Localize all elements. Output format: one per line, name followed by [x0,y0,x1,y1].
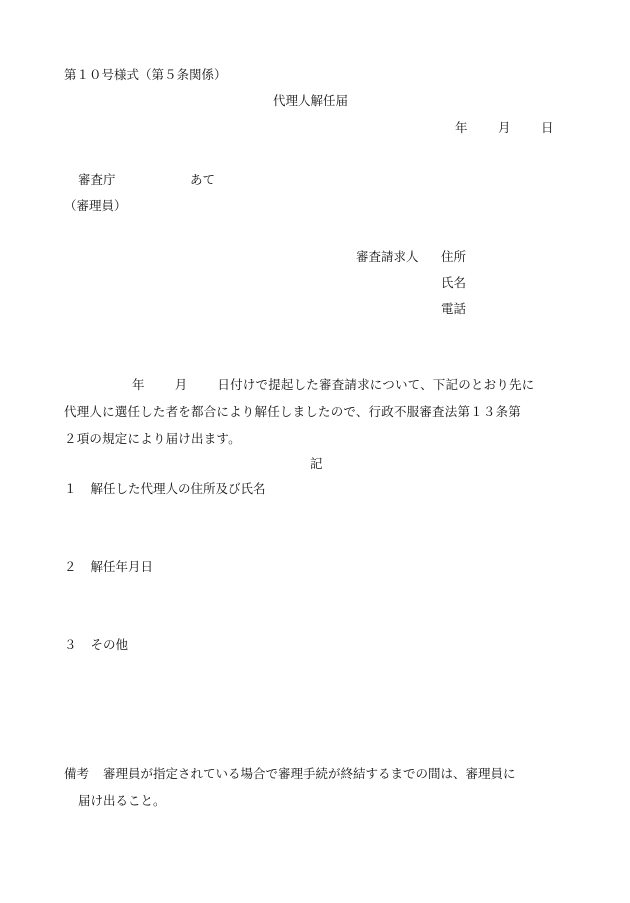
requester-name-label: 氏名 [441,275,467,290]
item-3-number: ３ [64,637,77,652]
form-number: 第１０号様式（第５条関係） [64,67,227,82]
item-3 [64,639,128,652]
body-paragraph [64,371,584,452]
item-2-number: ２ [64,559,77,574]
requester-label: 審査請求人 [356,249,419,264]
ki-heading: 記 [310,456,323,471]
date-month-label: 月 [498,120,511,135]
item-1 [64,483,266,496]
note-line-2: 届け出ること。 [78,793,166,808]
body-month-label: 月 [174,377,188,392]
body-line-3: ２項の規定により届け出ます。 [64,431,241,446]
item-3-text: その他 [90,637,129,652]
addressee-ate: あて [190,172,216,187]
note-label: 備考 [64,766,90,781]
addressee-sub: （審理員） [64,198,127,213]
body-line-1-text: 日付けで提起した審査請求について、下記のとおり先に [217,377,535,392]
item-1-text: 解任した代理人の住所及び氏名 [90,481,266,496]
date-year-label: 年 [455,120,468,135]
body-year-label: 年 [132,377,145,392]
item-2-text: 解任年月日 [90,559,154,574]
note-line-1 [64,768,516,781]
item-1-number: １ [64,481,77,496]
addressee-office: 審査庁 [78,172,116,187]
requester-phone-label: 電話 [441,301,467,316]
document-title: 代理人解任届 [273,93,349,108]
item-2 [64,561,153,574]
body-line-1 [64,371,584,398]
body-line-2: 代理人に選任した者を都合により解任しましたので、行政不服審査法第１３条第 [64,404,521,419]
note-text-1: 審理員が指定されている場合で審理手続が終結するまでの間は、審理員に [103,766,516,781]
requester-address-label: 住所 [441,249,467,264]
date-day-label: 日 [541,120,554,135]
